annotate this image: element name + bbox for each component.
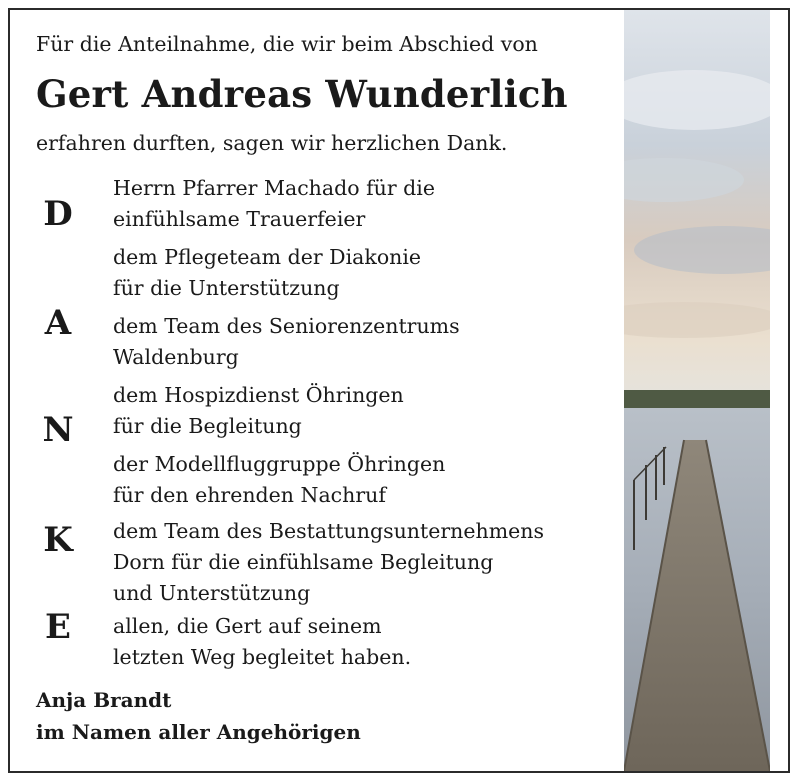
signature-on-behalf: im Namen aller Angehörigen bbox=[36, 720, 361, 744]
signature-name: Anja Brandt bbox=[36, 688, 172, 712]
thanks-item bbox=[113, 611, 411, 673]
thanks-line: allen, die Gert auf seinem bbox=[113, 614, 382, 638]
thanks-line: einfühlsame Trauerfeier bbox=[113, 207, 366, 231]
thanks-line: der Modellfluggruppe Öhringen bbox=[113, 452, 446, 476]
outro-line: erfahren durften, sagen wir herzlichen Dank. bbox=[36, 131, 508, 155]
thanks-item bbox=[113, 311, 460, 373]
notice-text bbox=[10, 10, 622, 771]
thanks-line: und Unterstützung bbox=[113, 581, 311, 605]
jetty-image bbox=[624, 10, 770, 771]
danke-letter-k: K bbox=[43, 520, 73, 560]
thanks-item bbox=[113, 516, 544, 609]
thanks-line: für die Unterstützung bbox=[113, 276, 340, 300]
lake-jetty-photo bbox=[624, 10, 770, 771]
thanks-line: letzten Weg begleitet haben. bbox=[113, 645, 412, 669]
thanks-line: dem Team des Seniorenzentrums bbox=[113, 314, 460, 338]
thanks-item bbox=[113, 242, 421, 304]
thanks-line: dem Pflegeteam der Diakonie bbox=[113, 245, 422, 269]
thanks-line: Waldenburg bbox=[113, 345, 239, 369]
thanks-line: für die Begleitung bbox=[113, 414, 302, 438]
thanks-item bbox=[113, 380, 404, 442]
intro-line: Für die Anteilnahme, die wir beim Abschied von bbox=[36, 32, 538, 56]
thanks-line: Herrn Pfarrer Machado für die bbox=[113, 176, 435, 200]
thanks-line: Dorn für die einfühlsame Begleitung bbox=[113, 550, 494, 574]
thanks-item bbox=[113, 449, 445, 511]
thanks-line: für den ehrenden Nachruf bbox=[113, 483, 386, 507]
thanks-item bbox=[113, 173, 435, 235]
danke-letter-a: A bbox=[44, 303, 72, 343]
thanks-line: dem Team des Bestattungsunternehmens bbox=[113, 519, 545, 543]
danke-letter-e: E bbox=[45, 607, 71, 647]
thanks-line: dem Hospizdienst Öhringen bbox=[113, 383, 404, 407]
obituary-notice bbox=[8, 8, 790, 773]
danke-letter-n: N bbox=[42, 410, 74, 450]
deceased-name: Gert Andreas Wunderlich bbox=[36, 72, 568, 116]
danke-letter-d: D bbox=[43, 194, 73, 234]
